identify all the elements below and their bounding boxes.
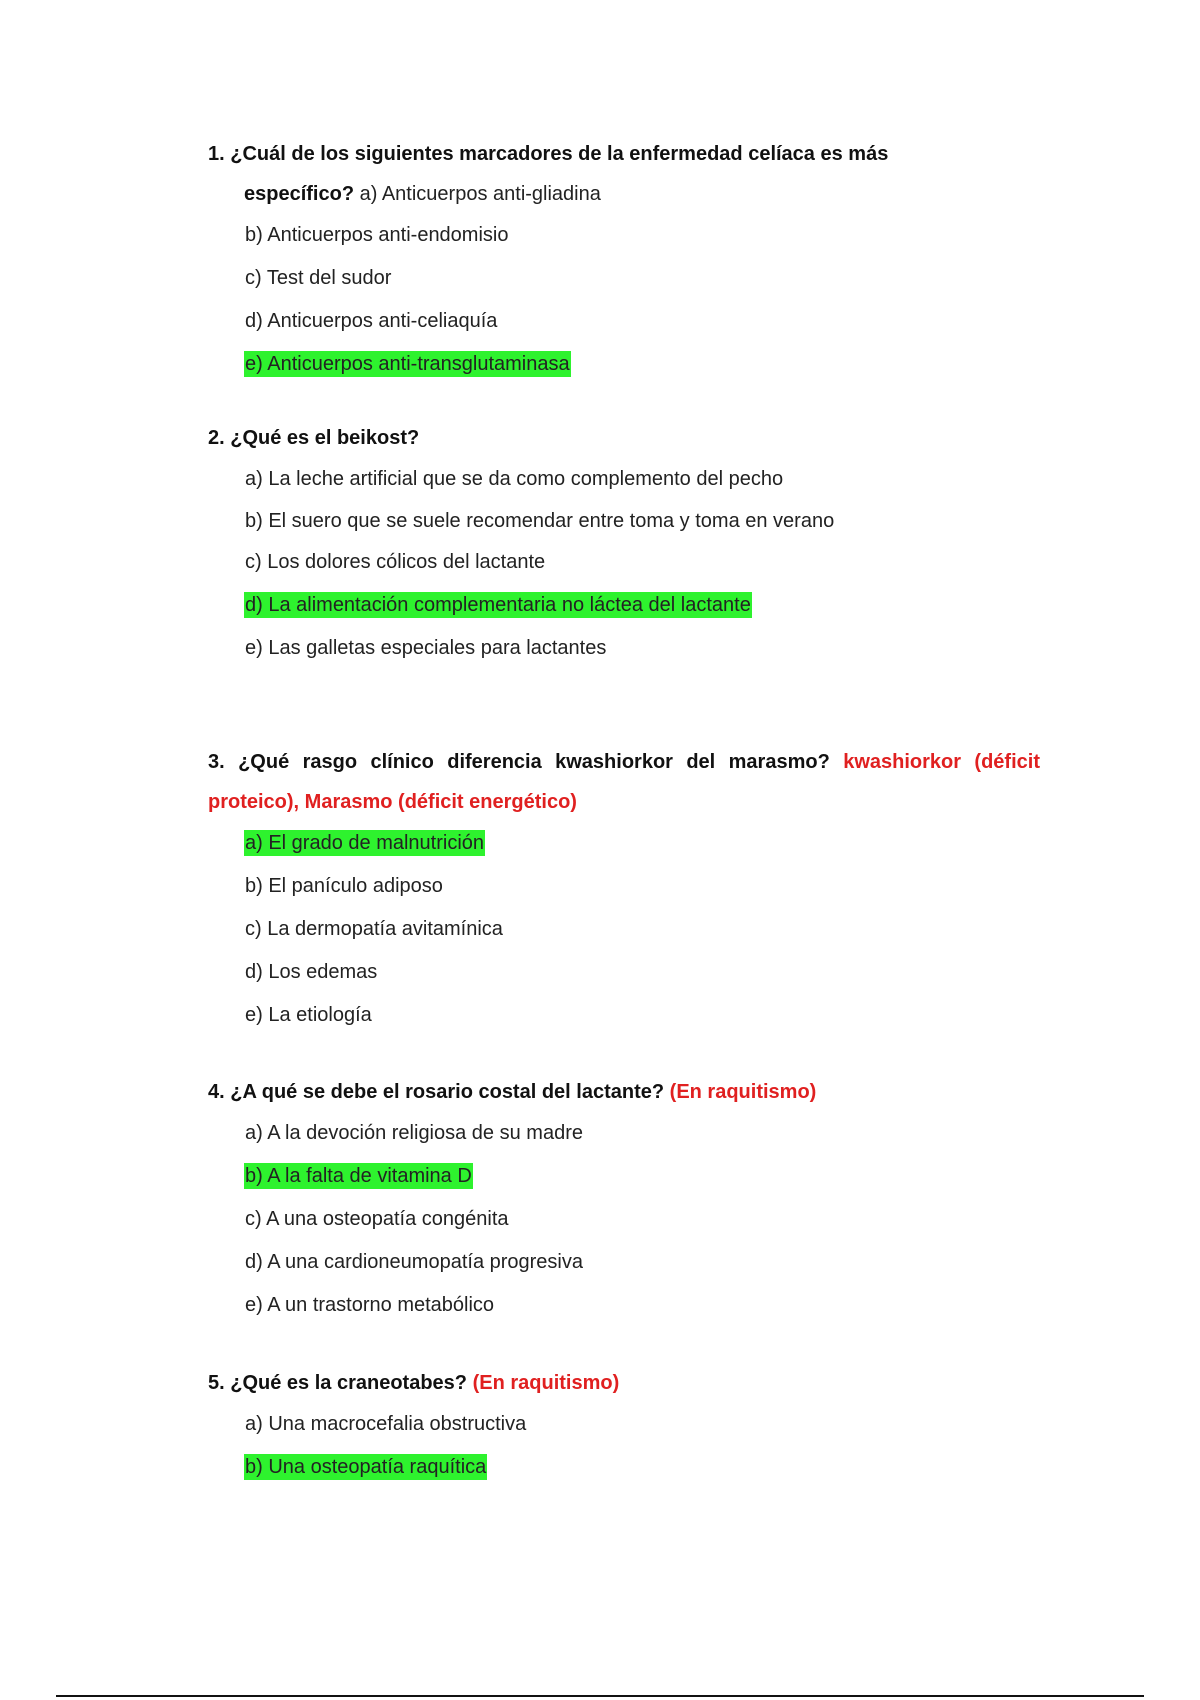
question-number: 1. xyxy=(208,143,225,165)
question-5 xyxy=(208,1363,1040,1489)
question-5-title xyxy=(208,1363,1040,1403)
answer-option: c) A una osteopatía congénita xyxy=(245,1208,509,1230)
question-3-title xyxy=(208,742,1040,822)
answer-option: b) El panículo adiposo xyxy=(245,875,443,897)
answer-option: b) Anticuerpos anti-endomisio xyxy=(245,224,509,246)
answer-option: c) La dermopatía avitamínica xyxy=(245,918,503,940)
question-number: 3. xyxy=(208,751,225,773)
answer-option: a) A la devoción religiosa de su madre xyxy=(245,1122,583,1144)
answer-note: (En raquitismo) xyxy=(472,1372,620,1394)
question-1-title xyxy=(208,134,1040,174)
question-1 xyxy=(208,134,1040,386)
answer-option: d) A una cardioneumopatía progresiva xyxy=(245,1251,583,1273)
question-number: 4. xyxy=(208,1081,225,1103)
correct-answer-option: d) La alimentación complementaria no láctea del lactante xyxy=(245,594,751,616)
answer-option: b) El suero que se suele recomendar entre toma y toma en verano xyxy=(245,510,835,532)
answer-option: d) Anticuerpos anti-celiaquía xyxy=(245,310,498,332)
question-text-cont: específico? xyxy=(244,183,355,205)
answer-option: c) Test del sudor xyxy=(245,267,392,289)
answer-option: d) Los edemas xyxy=(245,961,378,983)
answer-note: kwashiorkor (déficit proteico), Marasmo (déficit energético) xyxy=(208,751,1040,813)
question-3 xyxy=(208,742,1040,1037)
question-2 xyxy=(208,418,1040,670)
question-text: ¿Cuál de los siguientes marcadores de la enfermedad celíaca es más xyxy=(230,143,889,165)
answer-option: a) Una macrocefalia obstructiva xyxy=(245,1413,527,1435)
answer-option: a) Anticuerpos anti-gliadina xyxy=(359,183,601,205)
question-1-title-cont xyxy=(244,174,1040,214)
question-number: 5. xyxy=(208,1372,225,1394)
answer-note: (En raquitismo) xyxy=(669,1081,817,1103)
footer-divider xyxy=(56,1695,1144,1697)
question-text: ¿Qué es el beikost? xyxy=(230,427,420,449)
question-2-title xyxy=(208,418,1040,458)
question-4-title xyxy=(208,1072,1040,1112)
answer-option: e) Las galletas especiales para lactantes xyxy=(245,637,607,659)
question-text: ¿A qué se debe el rosario costal del lactante? xyxy=(230,1081,665,1103)
answer-option: e) La etiología xyxy=(245,1004,372,1026)
correct-answer-option: a) El grado de malnutrición xyxy=(245,832,485,854)
correct-answer-option: b) A la falta de vitamina D xyxy=(245,1165,472,1187)
answer-option: c) Los dolores cólicos del lactante xyxy=(245,551,546,573)
question-text: ¿Qué es la craneotabes? xyxy=(230,1372,468,1394)
answer-option: a) La leche artificial que se da como complemento del pecho xyxy=(245,468,784,490)
question-4 xyxy=(208,1072,1040,1327)
answer-option: e) A un trastorno metabólico xyxy=(245,1294,495,1316)
question-number: 2. xyxy=(208,427,225,449)
correct-answer-option: b) Una osteopatía raquítica xyxy=(245,1456,487,1478)
correct-answer-option: e) Anticuerpos anti-transglutaminasa xyxy=(245,353,570,375)
question-text: ¿Qué rasgo clínico diferencia kwashiorkor del marasmo? xyxy=(238,751,830,773)
